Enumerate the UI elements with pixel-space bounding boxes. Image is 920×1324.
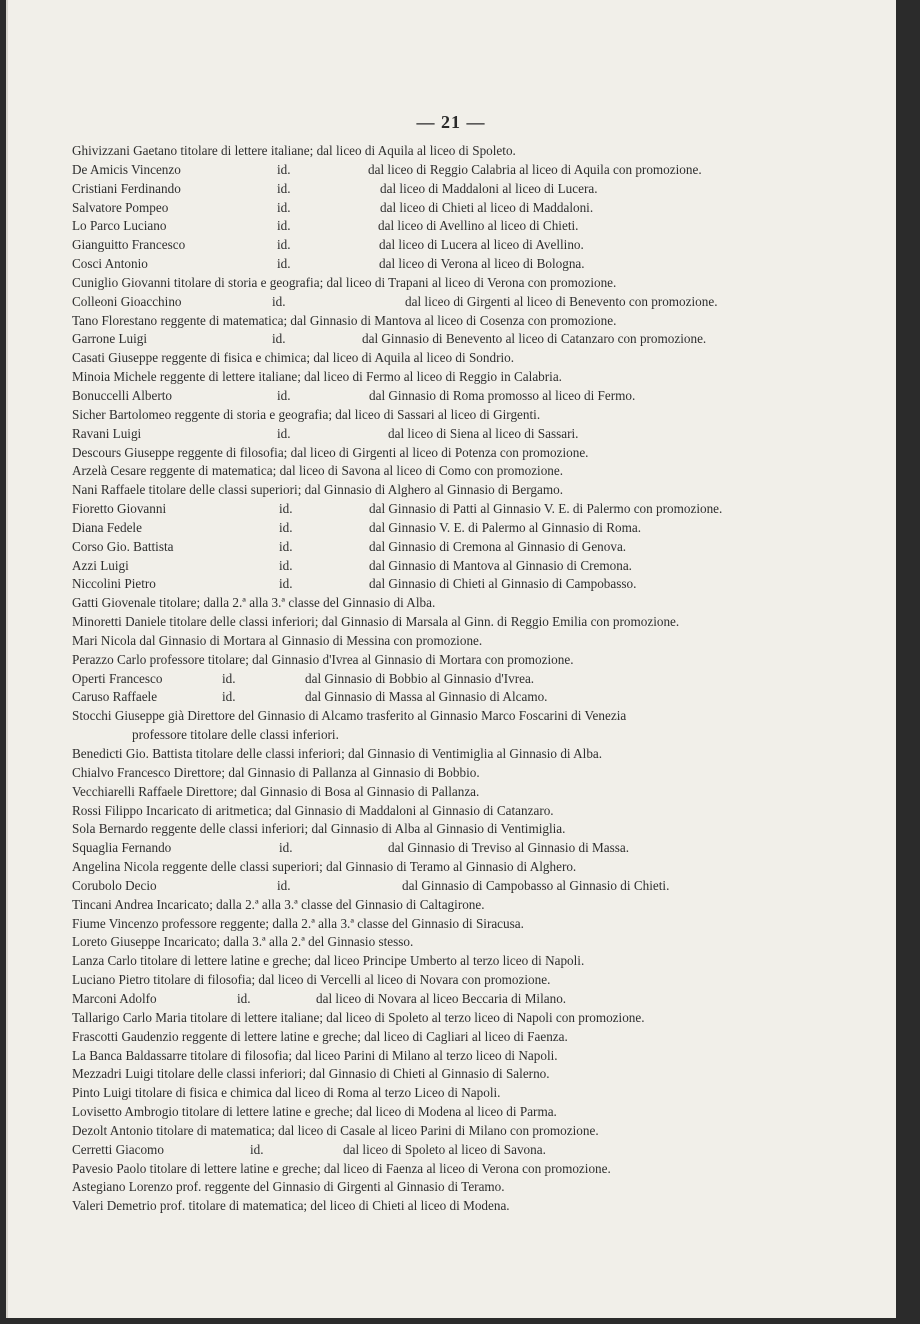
entry-line (72, 707, 792, 726)
entry-line (72, 293, 792, 312)
document-page (6, 0, 896, 1318)
entry-line (72, 557, 792, 576)
entry-line (72, 312, 792, 331)
entry-name: Corubolo Decio (72, 877, 157, 893)
entry-text: Vecchiarelli Raffaele Direttore; dal Ginnasio di Bosa al Ginnasio di Pallanza. (72, 783, 480, 799)
entry-description: dal liceo di Verona al liceo di Bologna. (379, 256, 585, 272)
entries-list (72, 142, 792, 1216)
entry-id-marker: id. (279, 557, 293, 573)
entry-id-marker: id. (277, 387, 291, 403)
entry-text: Frascotti Gaudenzio reggente di lettere latine e greche; dal liceo di Cagliari al liceo di Faenza. (72, 1028, 568, 1044)
entry-name: Corso Gio. Battista (72, 538, 174, 554)
entry-description: dal Ginnasio di Massa al Ginnasio di Alcamo. (305, 689, 548, 705)
entry-description: dal Ginnasio di Treviso al Ginnasio di Massa. (388, 840, 630, 856)
entry-text: professore titolare delle classi inferiori. (132, 727, 339, 743)
entry-text: Pinto Luigi titolare di fisica e chimica dal liceo di Roma al terzo Liceo di Napoli. (72, 1085, 501, 1101)
entry-description: dal liceo di Lucera al liceo di Avellino. (379, 237, 584, 253)
entry-line (72, 1103, 792, 1122)
entry-description: dal liceo di Siena al liceo di Sassari. (388, 425, 579, 441)
entry-text: Pavesio Paolo titolare di lettere latine e greche; dal liceo di Faenza al liceo di Verona con promozione. (72, 1160, 611, 1176)
entry-description: dal Ginnasio di Patti al Ginnasio V. E. di Palermo con promozione. (369, 501, 723, 517)
entry-id-marker: id. (277, 425, 291, 441)
entry-line (72, 575, 792, 594)
entry-id-marker: id. (222, 670, 236, 686)
entry-line (72, 651, 792, 670)
entry-text: Arzelà Cesare reggente di matematica; dal liceo di Savona al liceo di Como con promozione. (72, 463, 564, 479)
entry-description: dal Ginnasio di Campobasso al Ginnasio di Chieti. (402, 877, 670, 893)
entry-line (72, 481, 792, 500)
entry-text: Perazzo Carlo professore titolare; dal Ginnasio d'Ivrea al Ginnasio di Mortara con promozione. (72, 651, 574, 667)
entry-name: Colleoni Gioacchino (72, 293, 182, 309)
entry-text: Tallarigo Carlo Maria titolare di lettere italiane; dal liceo di Spoleto al terzo liceo di Napoli con promozione. (72, 1009, 645, 1025)
entry-name: De Amicis Vincenzo (72, 161, 181, 177)
entry-line (72, 462, 792, 481)
entry-line (72, 368, 792, 387)
entry-text: Dezolt Antonio titolare di matematica; dal liceo di Casale al liceo Parini di Milano con promozione. (72, 1122, 599, 1138)
entry-id-marker: id. (272, 331, 286, 347)
entry-text: Valeri Demetrio prof. titolare di matematica; del liceo di Chieti al liceo di Modena. (72, 1198, 510, 1214)
entry-line (72, 387, 792, 406)
entry-line (72, 896, 792, 915)
entry-name: Diana Fedele (72, 519, 142, 535)
entry-line (72, 236, 792, 255)
entry-id-marker: id. (279, 840, 293, 856)
entry-description: dal liceo di Avellino al liceo di Chieti. (378, 218, 579, 234)
entry-description: dal liceo di Reggio Calabria al liceo di Aquila con promozione. (368, 161, 702, 177)
entry-text: Stocchi Giuseppe già Direttore del Ginnasio di Alcamo trasferito al Ginnasio Marco Foscarini di Venezia (72, 708, 627, 724)
entry-line (72, 670, 792, 689)
entry-description: dal liceo di Chieti al liceo di Maddaloni. (380, 199, 594, 215)
entry-line (72, 802, 792, 821)
entry-name: Salvatore Pompeo (72, 199, 169, 215)
entry-line (72, 839, 792, 858)
entry-line (72, 971, 792, 990)
entry-description: dal Ginnasio di Bobbio al Ginnasio d'Ivrea. (305, 670, 535, 686)
entry-line (72, 764, 792, 783)
entry-text: Tano Florestano reggente di matematica; dal Ginnasio di Mantova al liceo di Cosenza con promozione. (72, 312, 617, 328)
entry-description: dal liceo di Maddaloni al liceo di Lucera. (380, 180, 598, 196)
entry-description: dal Ginnasio V. E. di Palermo al Ginnasio di Roma. (369, 519, 642, 535)
entry-name: Operti Francesco (72, 670, 163, 686)
entry-text: Sola Bernardo reggente delle classi inferiori; dal Ginnasio di Alba al Ginnasio di Ventimiglia. (72, 821, 566, 837)
entry-name: Niccolini Pietro (72, 576, 156, 592)
entry-line (72, 858, 792, 877)
entry-line (72, 1160, 792, 1179)
entry-line (72, 255, 792, 274)
entry-line (72, 538, 792, 557)
entry-line (72, 820, 792, 839)
entry-text: Nani Raffaele titolare delle classi superiori; dal Ginnasio di Alghero al Ginnasio di Bergamo. (72, 482, 563, 498)
entry-text: Minoia Michele reggente di lettere italiane; dal liceo di Fermo al liceo di Reggio in Calabria. (72, 369, 562, 385)
entry-line (72, 726, 792, 745)
entry-text: Mari Nicola dal Ginnasio di Mortara al Ginnasio di Messina con promozione. (72, 632, 483, 648)
entry-name: Cerretti Giacomo (72, 1141, 164, 1157)
entry-line (72, 1028, 792, 1047)
entry-id-marker: id. (279, 576, 293, 592)
entry-text: Loreto Giuseppe Incaricato; dalla 3.ª alla 2.ª del Ginnasio stesso. (72, 934, 414, 950)
entry-name: Lo Parco Luciano (72, 218, 167, 234)
entry-text: Ghivizzani Gaetano titolare di lettere italiane; dal liceo di Aquila al liceo di Spoleto. (72, 143, 516, 158)
entry-id-marker: id. (222, 689, 236, 705)
entry-text: Minoretti Daniele titolare delle classi inferiori; dal Ginnasio di Marsala al Ginn. di Reggio Emilia con promozione. (72, 614, 680, 630)
entry-line (72, 330, 792, 349)
entry-line (72, 444, 792, 463)
entry-id-marker: id. (277, 180, 291, 196)
entry-name: Azzi Luigi (72, 557, 129, 573)
entry-name: Fioretto Giovanni (72, 501, 167, 517)
entry-line (72, 142, 792, 161)
entry-text: La Banca Baldassarre titolare di filosofia; dal liceo Parini di Milano al terzo liceo di Napoli. (72, 1047, 558, 1063)
entry-name: Cristiani Ferdinando (72, 180, 181, 196)
entry-text: Lovisetto Ambrogio titolare di lettere latine e greche; dal liceo di Modena al liceo di Parma. (72, 1104, 557, 1120)
entry-line (72, 933, 792, 952)
entry-line (72, 1122, 792, 1141)
entry-id-marker: id. (279, 538, 293, 554)
entry-line (72, 1084, 792, 1103)
entry-line (72, 500, 792, 519)
entry-id-marker: id. (277, 237, 291, 253)
entry-line (72, 1141, 792, 1160)
entry-text: Mezzadri Luigi titolare delle classi inferiori; dal Ginnasio di Chieti al Ginnasio di Salerno. (72, 1066, 550, 1082)
entry-text: Lanza Carlo titolare di lettere latine e greche; dal liceo Principe Umberto al terzo liceo di Napoli. (72, 953, 585, 969)
entry-line (72, 990, 792, 1009)
entry-text: Descours Giuseppe reggente di filosofia; dal liceo di Girgenti al liceo di Potenza con promozione. (72, 444, 589, 460)
page-number: — 21 — (416, 112, 486, 132)
entry-line (72, 952, 792, 971)
entry-description: dal Ginnasio di Roma promosso al liceo di Fermo. (369, 387, 636, 403)
entry-id-marker: id. (237, 990, 251, 1006)
entry-line (72, 783, 792, 802)
entry-id-marker: id. (279, 501, 293, 517)
entry-line (72, 274, 792, 293)
entry-id-marker: id. (279, 519, 293, 535)
entry-line (72, 406, 792, 425)
entry-line (72, 915, 792, 934)
entry-id-marker: id. (277, 199, 291, 215)
entry-line (72, 1178, 792, 1197)
entry-name: Cosci Antonio (72, 256, 148, 272)
entry-id-marker: id. (277, 256, 291, 272)
entry-description: dal liceo di Novara al liceo Beccaria di Milano. (316, 990, 567, 1006)
entry-text: Luciano Pietro titolare di filosofia; dal liceo di Vercelli al liceo di Novara con promozione. (72, 972, 551, 988)
entry-text: Casati Giuseppe reggente di fisica e chimica; dal liceo di Aquila al liceo di Sondrio. (72, 350, 515, 366)
entry-line (72, 877, 792, 896)
entry-name: Marconi Adolfo (72, 990, 157, 1006)
entry-line (72, 519, 792, 538)
entry-line (72, 161, 792, 180)
entry-id-marker: id. (277, 161, 291, 177)
entry-text: Fiume Vincenzo professore reggente; dalla 2.ª alla 3.ª classe del Ginnasio di Siracusa. (72, 915, 524, 931)
entry-description: dal Ginnasio di Mantova al Ginnasio di Cremona. (369, 557, 632, 573)
entry-id-marker: id. (272, 293, 286, 309)
entry-id-marker: id. (277, 877, 291, 893)
entry-text: Rossi Filippo Incaricato di aritmetica; dal Ginnasio di Maddaloni al Ginnasio di Catanzaro. (72, 802, 554, 818)
entry-text: Sicher Bartolomeo reggente di storia e geografia; dal liceo di Sassari al liceo di Girgenti. (72, 406, 541, 422)
entry-line (72, 613, 792, 632)
entry-line (72, 1065, 792, 1084)
entry-line (72, 1047, 792, 1066)
entry-description: dal Ginnasio di Cremona al Ginnasio di Genova. (369, 538, 627, 554)
entry-text: Benedicti Gio. Battista titolare delle classi inferiori; dal Ginnasio di Ventimiglia al Ginnasio di Alba. (72, 746, 603, 761)
entry-name: Bonuccelli Alberto (72, 387, 172, 403)
entry-name: Caruso Raffaele (72, 689, 158, 705)
entry-text: Cuniglio Giovanni titolare di storia e geografia; dal liceo di Trapani al liceo di Verona con promozione. (72, 274, 617, 290)
entry-description: dal Ginnasio di Benevento al liceo di Catanzaro con promozione. (362, 331, 707, 347)
entry-text: Tincani Andrea Incaricato; dalla 2.ª alla 3.ª classe del Ginnasio di Caltagirone. (72, 896, 485, 912)
entry-name: Squaglia Fernando (72, 840, 172, 856)
entry-line (72, 349, 792, 368)
entry-line (72, 199, 792, 218)
entry-id-marker: id. (277, 218, 291, 234)
entry-text: Chialvo Francesco Direttore; dal Ginnasio di Pallanza al Ginnasio di Bobbio. (72, 764, 480, 780)
entry-line (72, 1197, 792, 1216)
entry-line (72, 1009, 792, 1028)
entry-line (72, 688, 792, 707)
entry-id-marker: id. (250, 1141, 264, 1157)
entry-text: Angelina Nicola reggente delle classi superiori; dal Ginnasio di Teramo al Ginnasio di Alghero. (72, 859, 577, 875)
entry-line (72, 594, 792, 613)
entry-description: dal liceo di Spoleto al liceo di Savona. (343, 1141, 546, 1157)
entry-name: Gianguitto Francesco (72, 237, 186, 253)
entry-description: dal liceo di Girgenti al liceo di Benevento con promozione. (405, 293, 718, 309)
entry-text: Astegiano Lorenzo prof. reggente del Ginnasio di Girgenti al Ginnasio di Teramo. (72, 1179, 505, 1195)
entry-line (72, 632, 792, 651)
entry-text: Gatti Giovenale titolare; dalla 2.ª alla 3.ª classe del Ginnasio di Alba. (72, 595, 436, 611)
entry-name: Garrone Luigi (72, 331, 148, 347)
entry-line (72, 425, 792, 444)
entry-description: dal Ginnasio di Chieti al Ginnasio di Campobasso. (369, 576, 637, 592)
entry-line (72, 745, 792, 764)
entry-line (72, 217, 792, 236)
entry-line (72, 180, 792, 199)
entry-name: Ravani Luigi (72, 425, 142, 441)
